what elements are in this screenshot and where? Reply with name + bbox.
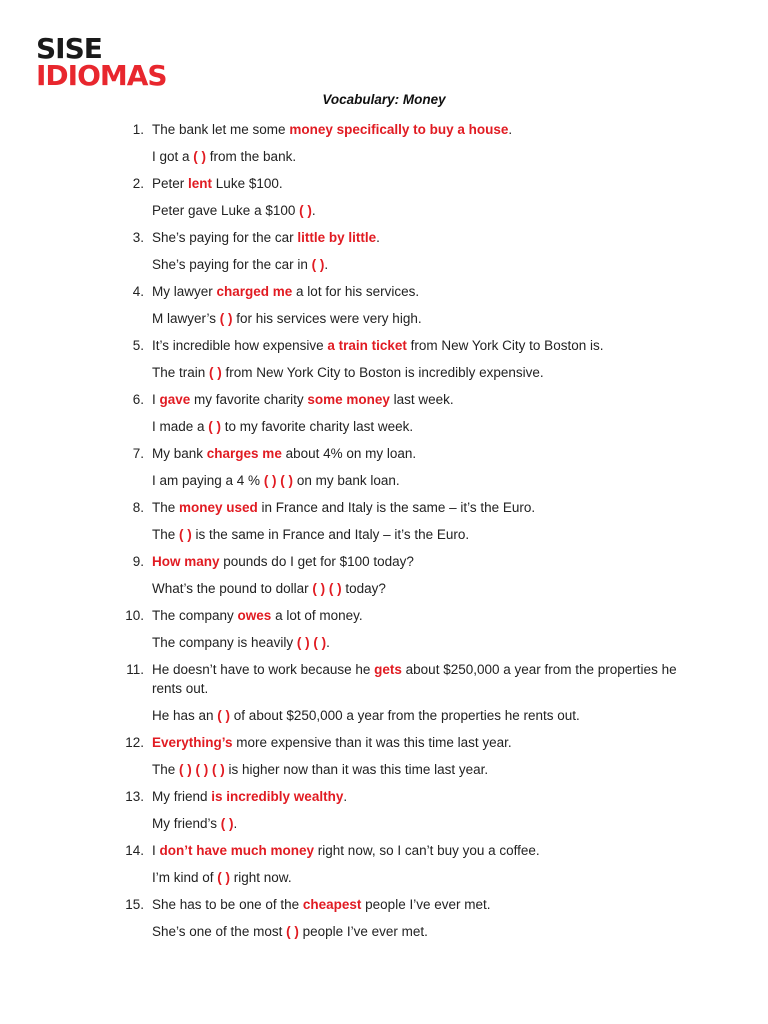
blank-placeholder: ( ) [311, 257, 325, 272]
item-number: 5. [132, 338, 144, 353]
sentence-text: My bank [152, 446, 207, 461]
exercise-list [0, 120, 768, 949]
rewrite-sentence [0, 471, 768, 490]
exercise-item [0, 282, 768, 336]
exercise-item [0, 895, 768, 949]
sentence-text: The company [152, 608, 238, 623]
exercise-item [0, 733, 768, 787]
sentence-text: my favorite charity [190, 392, 308, 407]
item-number: 6. [132, 392, 144, 407]
sentence-text: . [324, 257, 329, 272]
item-number: 8. [132, 500, 144, 515]
sentence-text: people I’ve ever met. [298, 924, 428, 939]
sentence-text: The company is heavily [152, 635, 297, 650]
original-sentence [0, 787, 768, 806]
exercise-item [0, 336, 768, 390]
sentence-text: Peter gave Luke a $100 [152, 203, 300, 218]
exercise-item [0, 841, 768, 895]
sentence-text: is higher now than it was this time last year. [224, 762, 489, 777]
original-sentence [0, 120, 768, 139]
sentence-text: pounds do I get for $100 today? [219, 554, 414, 569]
rewrite-sentence [0, 760, 768, 779]
item-number: 7. [132, 446, 144, 461]
rewrite-sentence [0, 633, 768, 652]
item-number: 12. [125, 735, 144, 750]
sentence-text: The bank let me some [152, 122, 290, 137]
highlighted-phrase: some money [307, 392, 390, 407]
item-number: 3. [132, 230, 144, 245]
logo-line-1: SISE [36, 32, 102, 65]
item-number: 1. [132, 122, 144, 137]
exercise-item [0, 390, 768, 444]
original-sentence [0, 336, 768, 355]
sentence-text: I got a [152, 149, 194, 164]
sentence-text: today? [341, 581, 386, 596]
original-sentence [0, 228, 768, 247]
original-sentence [0, 895, 768, 914]
sentence-text: It’s incredible how expensive [152, 338, 328, 353]
item-number: 11. [126, 662, 144, 677]
page-title: Vocabulary: Money [322, 92, 446, 107]
sentence-text: She’s paying for the car in [152, 257, 312, 272]
sentence-text: right now. [230, 870, 292, 885]
highlighted-phrase: money used [179, 500, 258, 515]
exercise-item [0, 120, 768, 174]
original-sentence [0, 606, 768, 625]
sentence-text: from the bank. [206, 149, 297, 164]
highlighted-phrase: How many [152, 554, 220, 569]
sentence-text: from New York City to Boston is incredibly expensive. [221, 365, 544, 380]
sentence-text: last week. [389, 392, 454, 407]
rewrite-sentence [0, 363, 768, 382]
highlighted-phrase: money specifically to buy a house [289, 122, 509, 137]
rewrite-sentence [0, 201, 768, 220]
item-number: 15. [125, 897, 144, 912]
exercise-item [0, 660, 768, 733]
highlighted-phrase: a train ticket [327, 338, 407, 353]
sentence-text: is the same in France and Italy – it’s the Euro. [191, 527, 470, 542]
rewrite-sentence [0, 922, 768, 941]
sentence-text: The train [152, 365, 210, 380]
sentence-text: on my bank loan. [293, 473, 400, 488]
blank-placeholder: ( ) [179, 527, 192, 542]
sentence-text: . [343, 789, 348, 804]
sentence-text: in France and Italy is the same – it’s the Euro. [257, 500, 536, 515]
rewrite-sentence [0, 525, 768, 544]
rewrite-sentence [0, 868, 768, 887]
sentence-text: for his services were very high. [232, 311, 422, 326]
sentence-text: . [376, 230, 380, 245]
highlighted-phrase: charged me [216, 284, 293, 299]
item-number: 9. [132, 554, 144, 569]
exercise-item [0, 174, 768, 228]
sentence-text: Luke $100. [212, 176, 283, 191]
item-number: 13. [125, 789, 144, 804]
exercise-item [0, 228, 768, 282]
blank-placeholder: ( ) [217, 708, 231, 723]
item-number: 2. [132, 176, 144, 191]
sentence-text: right now, so I can’t buy you a coffee. [314, 843, 540, 858]
rewrite-sentence [0, 417, 768, 436]
sentence-text: M lawyer’s [152, 311, 220, 326]
original-sentence [0, 841, 768, 860]
sentence-text: What’s the pound to dollar [152, 581, 313, 596]
sentence-text: I [152, 392, 160, 407]
sentence-text: She has to be one of the [152, 897, 303, 912]
sentence-text: . [326, 635, 330, 650]
sentence-text: people I’ve ever met. [361, 897, 491, 912]
logo-line-2: IDIOMAS [36, 58, 167, 92]
sentence-text: to my favorite charity last week. [221, 419, 414, 434]
exercise-item [0, 444, 768, 498]
original-sentence [0, 282, 768, 301]
sise-idiomas-logo [36, 32, 196, 92]
original-sentence [0, 498, 768, 517]
rewrite-sentence [0, 579, 768, 598]
blank-placeholder: ( ) [217, 870, 231, 885]
original-sentence [0, 733, 768, 752]
rewrite-sentence [0, 706, 768, 725]
sentence-text: He has an [152, 708, 218, 723]
exercise-item [0, 606, 768, 660]
highlighted-phrase: charges me [206, 446, 282, 461]
sentence-text: I am paying a 4 % [152, 473, 264, 488]
original-sentence [0, 174, 768, 193]
sentence-text: I made a [152, 419, 209, 434]
sentence-text: She’s paying for the car [152, 230, 298, 245]
highlighted-phrase: lent [188, 176, 213, 191]
sentence-text: . [233, 816, 238, 831]
item-number: 4. [132, 284, 144, 299]
sentence-text: Peter [152, 176, 189, 191]
rewrite-sentence [0, 309, 768, 328]
sentence-text: I’m kind of [152, 870, 218, 885]
highlighted-phrase: Everything’s [152, 735, 233, 750]
sentence-text: The [152, 527, 180, 542]
sentence-text: My friend’s [152, 816, 221, 831]
item-number: 10. [125, 608, 144, 623]
blank-placeholder: ( ) [209, 365, 222, 380]
sentence-text: The [152, 500, 180, 515]
rewrite-sentence [0, 814, 768, 833]
sentence-text: a lot for his services. [292, 284, 420, 299]
sentence-text: of about $250,000 a year from the properties he rents out. [230, 708, 580, 723]
blank-placeholder: ( ) [299, 203, 312, 218]
sentence-text: The [152, 762, 180, 777]
sentence-text: She’s one of the most [152, 924, 287, 939]
highlighted-phrase: gave [159, 392, 191, 407]
rewrite-sentence [0, 147, 768, 166]
exercise-item [0, 552, 768, 606]
highlighted-phrase: little by little [297, 230, 377, 245]
blank-placeholder: ( ) ( ) [296, 635, 327, 650]
highlighted-phrase: owes [237, 608, 272, 623]
highlighted-phrase: cheapest [302, 897, 362, 912]
blank-placeholder: ( ) [220, 816, 234, 831]
blank-placeholder: ( ) ( ) [312, 581, 342, 596]
sentence-text: about $250,000 a year from the properties he rents out. [152, 662, 677, 696]
blank-placeholder: ( ) ( ) [263, 473, 294, 488]
blank-placeholder: ( ) [193, 149, 207, 164]
rewrite-sentence [0, 255, 768, 274]
sentence-text: a lot of money. [271, 608, 363, 623]
item-number: 14. [125, 843, 144, 858]
original-sentence [0, 660, 768, 698]
sentence-text: . [508, 122, 513, 137]
original-sentence [0, 552, 768, 571]
sentence-text: He doesn’t have to work because he [152, 662, 375, 677]
blank-placeholder: ( ) ( ) ( ) [179, 762, 225, 777]
highlighted-phrase: gets [374, 662, 402, 677]
sentence-text: more expensive than it was this time last year. [232, 735, 512, 750]
blank-placeholder: ( ) [219, 311, 233, 326]
original-sentence [0, 444, 768, 463]
sentence-text: about 4% on my loan. [281, 446, 417, 461]
sentence-text: My friend [152, 789, 212, 804]
original-sentence [0, 390, 768, 409]
blank-placeholder: ( ) [208, 419, 222, 434]
sentence-text: My lawyer [152, 284, 217, 299]
highlighted-phrase: don’t have much money [159, 843, 315, 858]
exercise-item [0, 498, 768, 552]
highlighted-phrase: is incredibly wealthy [211, 789, 344, 804]
exercise-item [0, 787, 768, 841]
blank-placeholder: ( ) [286, 924, 299, 939]
sentence-text: . [311, 203, 316, 218]
sentence-text: from New York City to Boston is. [406, 338, 604, 353]
sentence-text: I [152, 843, 160, 858]
